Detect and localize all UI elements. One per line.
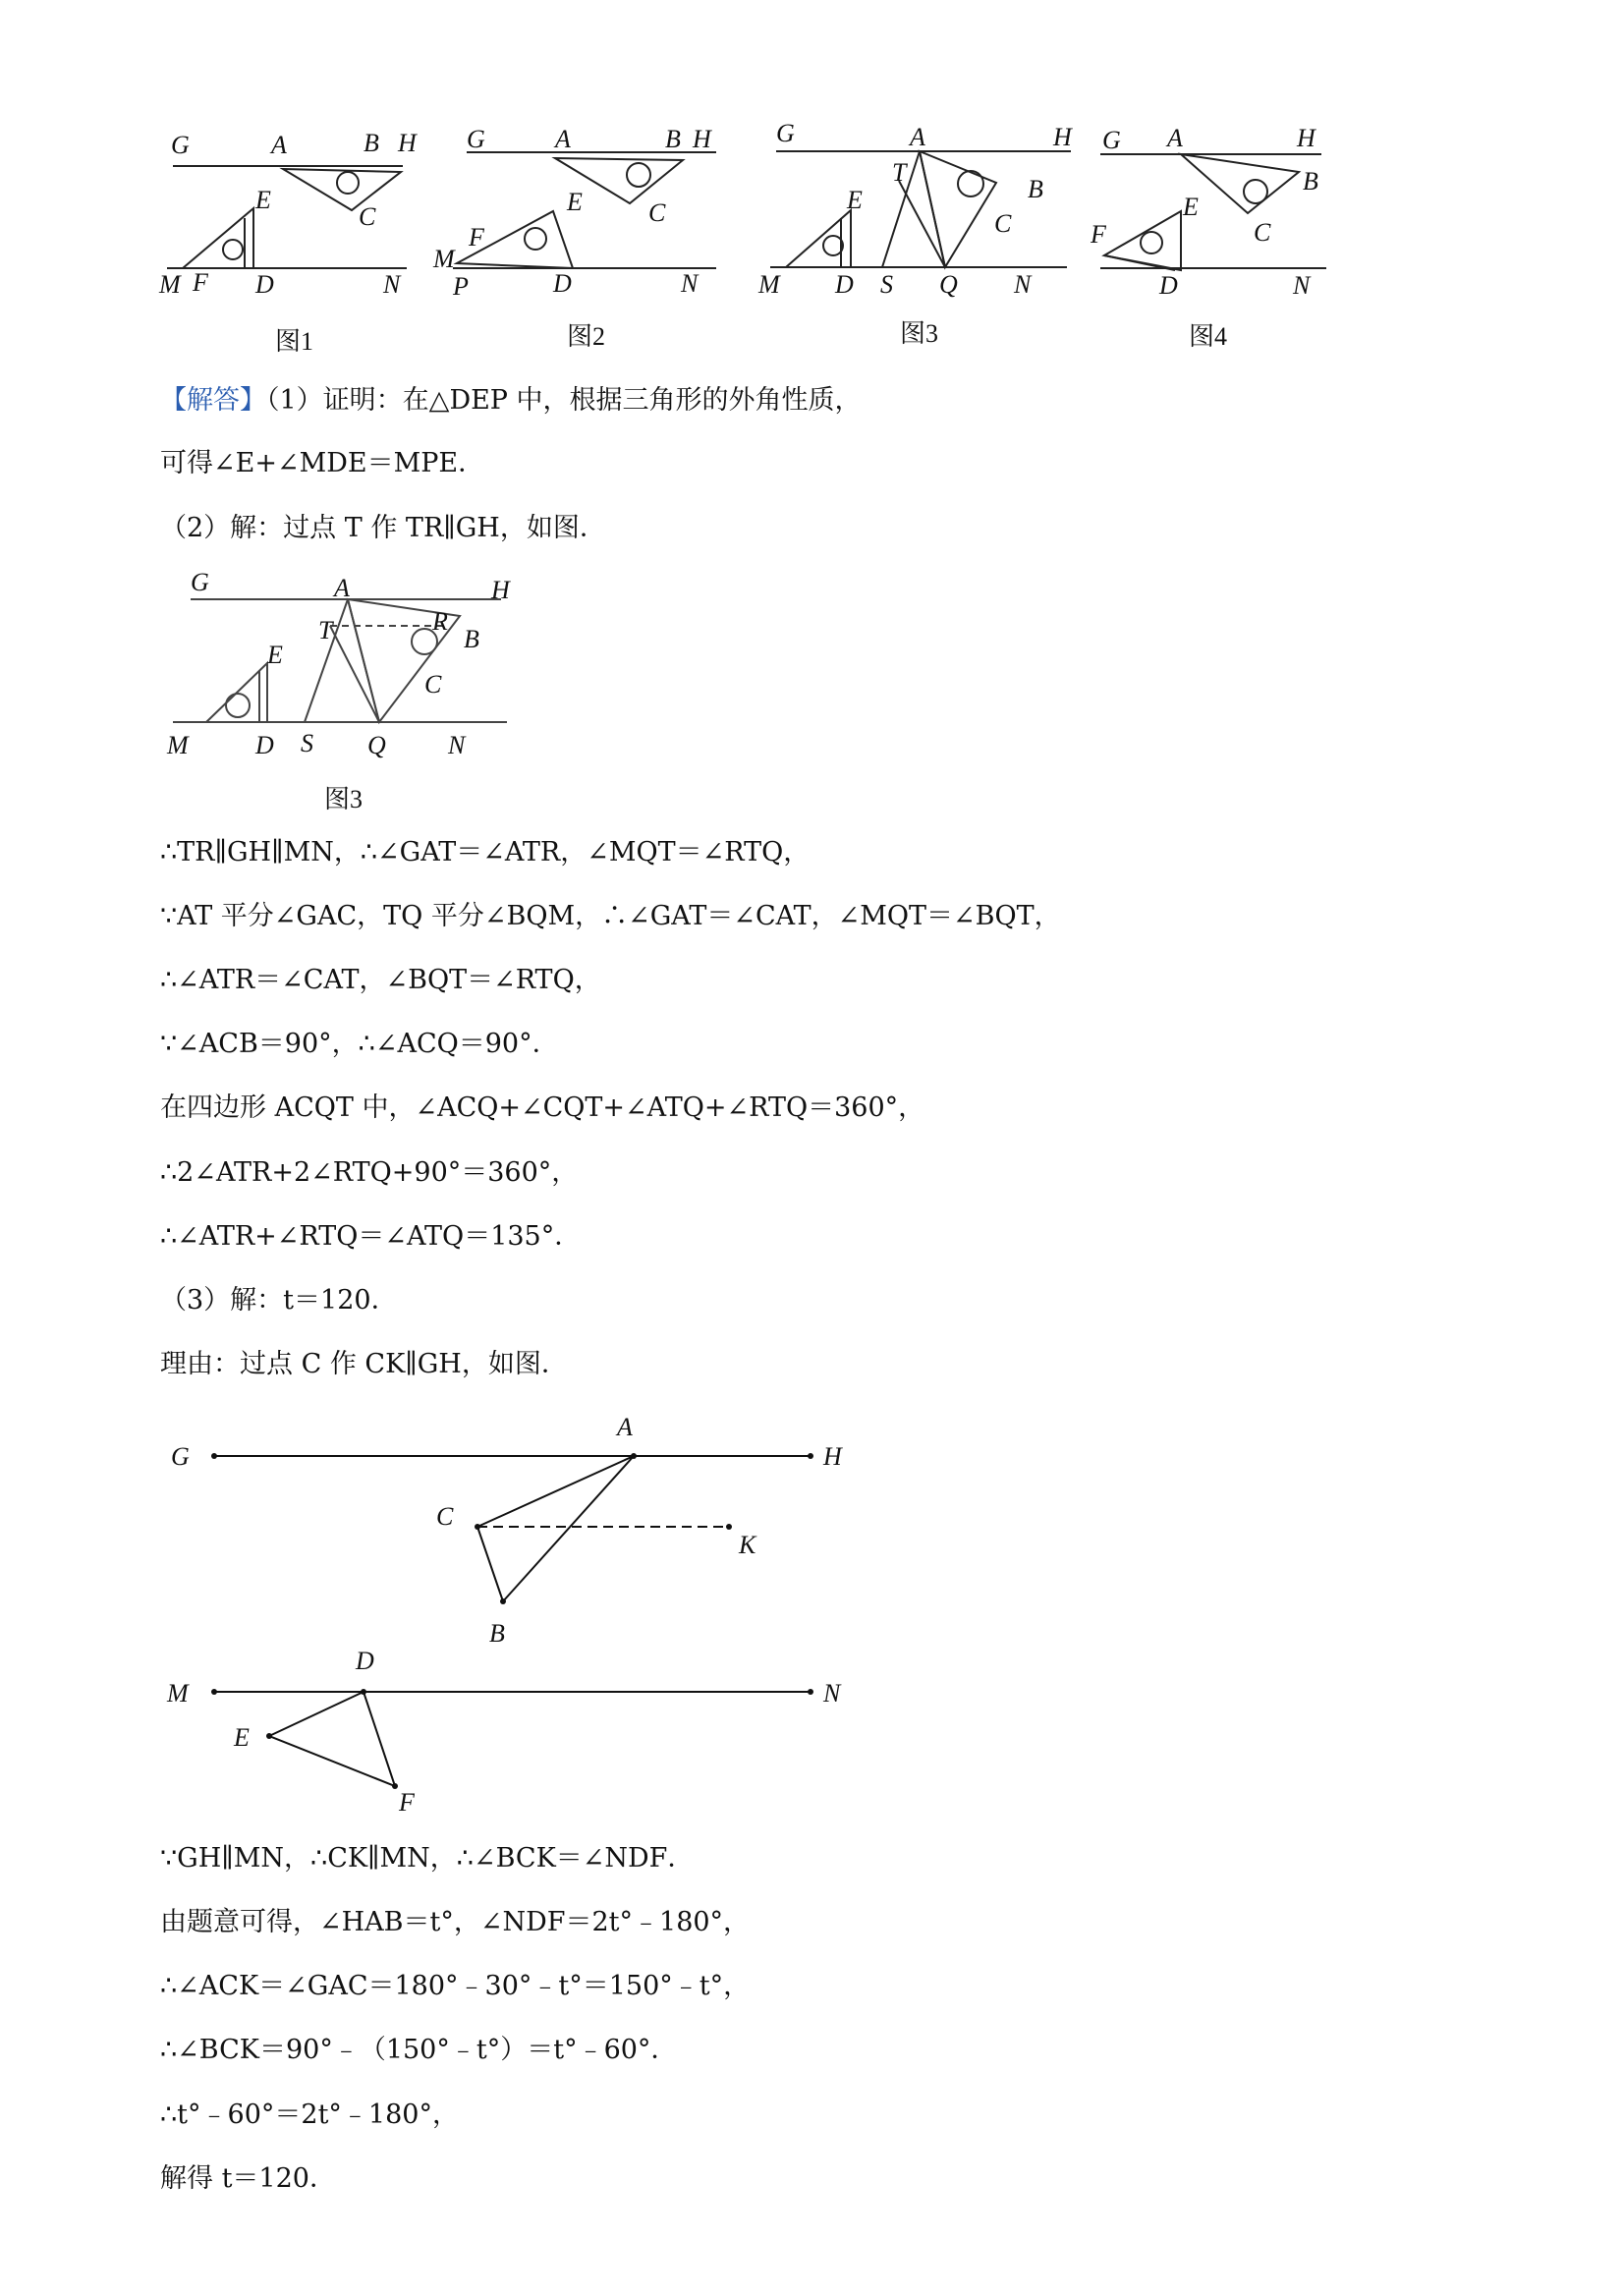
label-G: G <box>171 131 190 159</box>
label-H: H <box>1297 124 1315 152</box>
answer-line-3: （2）解：过点 T 作 TR∥GH，如图． <box>160 513 606 543</box>
label-C: C <box>994 209 1012 238</box>
label-E: E <box>1183 193 1199 221</box>
label-B: B <box>1028 175 1043 203</box>
caption-fig1: 图1 <box>275 327 314 356</box>
answer-line-2: 可得∠E+∠MDE＝MPE． <box>160 448 485 478</box>
label-Q: Q <box>939 270 958 299</box>
label-M: M <box>167 1679 189 1708</box>
answer-line-8: 在四边形 ACQT 中，∠ACQ+∠CQT+∠ATQ+∠RTQ＝360°， <box>160 1092 925 1123</box>
label-D: D <box>1159 271 1178 300</box>
answer-line-4: ∴TR∥GH∥MN，∴∠GAT＝∠ATR，∠MQT＝∠RTQ， <box>160 837 811 868</box>
label-D: D <box>356 1647 374 1675</box>
figure-4 <box>1091 123 1336 359</box>
label-G: G <box>467 125 485 153</box>
answer-line-14: 由题意可得，∠HAB＝t°，∠NDF＝2t°﹣180°， <box>160 1907 751 1937</box>
label-A: A <box>555 125 571 153</box>
label-G: G <box>191 568 209 596</box>
label-T: T <box>892 158 907 187</box>
label-B: B <box>364 129 379 157</box>
answer-line-16: ∴∠BCK＝90°﹣（150°﹣t°）＝t°﹣60°． <box>160 2035 678 2065</box>
caption-fig4: 图4 <box>1189 322 1228 351</box>
label-M: M <box>433 245 455 273</box>
label-H: H <box>823 1442 842 1471</box>
label-E: E <box>255 186 271 214</box>
label-B: B <box>665 125 681 153</box>
answer-line-12: 理由：过点 C 作 CK∥GH，如图． <box>160 1349 568 1379</box>
label-N: N <box>823 1679 841 1708</box>
label-S: S <box>880 270 893 299</box>
label-A: A <box>334 574 350 602</box>
figure-2 <box>427 123 722 359</box>
label-H: H <box>693 125 711 153</box>
caption-fig3-mid: 图3 <box>324 785 364 813</box>
label-F: F <box>1091 220 1106 249</box>
label-A: A <box>271 131 287 159</box>
label-A: A <box>1167 124 1183 152</box>
answer-tag: 【解答】 <box>160 385 266 416</box>
label-H: H <box>1053 123 1072 151</box>
label-D: D <box>255 270 274 299</box>
label-M: M <box>159 270 181 299</box>
label-A: A <box>910 123 925 151</box>
label-F: F <box>469 223 484 252</box>
figure-1 <box>157 128 422 364</box>
answer-line-10: ∴∠ATR+∠RTQ＝∠ATQ＝135°． <box>160 1221 582 1252</box>
label-S: S <box>301 729 313 757</box>
answer-line-6: ∴∠ATR＝∠CAT，∠BQT＝∠RTQ， <box>160 965 601 995</box>
label-Q: Q <box>367 731 386 759</box>
label-A: A <box>617 1413 633 1441</box>
label-E: E <box>567 188 583 216</box>
label-D: D <box>255 731 274 759</box>
label-N: N <box>383 270 401 299</box>
answer-line-18: 解得 t＝120． <box>160 2163 336 2194</box>
label-P: P <box>453 272 469 301</box>
label-D: D <box>835 270 854 299</box>
label-T: T <box>318 616 333 644</box>
label-B: B <box>464 625 479 653</box>
answer-line-1 <box>160 381 862 420</box>
label-M: M <box>167 731 189 759</box>
answer-text-1: （1）证明：在△DEP 中，根据三角形的外角性质， <box>266 385 862 416</box>
label-C: C <box>648 198 666 227</box>
label-N: N <box>1014 270 1032 299</box>
label-N: N <box>448 731 466 759</box>
label-E: E <box>847 186 863 214</box>
answer-line-5: ∵AT 平分∠GAC，TQ 平分∠BQM，∴∠GAT＝∠CAT，∠MQT＝∠BQT， <box>160 901 1061 931</box>
label-D: D <box>553 269 572 298</box>
answer-line-13: ∵GH∥MN，∴CK∥MN，∴∠BCK＝∠NDF． <box>160 1843 695 1874</box>
figure-part3 <box>157 1400 865 1822</box>
label-G: G <box>776 119 795 147</box>
caption-fig2: 图2 <box>567 322 606 351</box>
label-N: N <box>681 269 699 298</box>
label-E: E <box>267 641 283 669</box>
label-C: C <box>1254 218 1271 247</box>
answer-line-9: ∴2∠ATR+2∠RTQ+90°＝360°， <box>160 1157 579 1188</box>
answer-line-7: ∵∠ACB＝90°，∴∠ACQ＝90°． <box>160 1029 559 1059</box>
label-R: R <box>432 607 448 636</box>
answer-line-15: ∴∠ACK＝∠GAC＝180°﹣30°﹣t°＝150°﹣t°， <box>160 1971 751 2001</box>
label-N: N <box>1293 271 1311 300</box>
caption-fig3: 图3 <box>900 319 939 348</box>
label-C: C <box>424 670 442 699</box>
answer-line-11: （3）解：t＝120． <box>160 1285 398 1316</box>
label-H: H <box>491 576 510 604</box>
label-C: C <box>359 202 376 231</box>
answer-line-17: ∴t°﹣60°＝2t°﹣180°， <box>160 2100 459 2130</box>
label-K: K <box>739 1531 756 1559</box>
label-B: B <box>1303 167 1318 196</box>
label-C: C <box>436 1502 454 1531</box>
label-G: G <box>1102 126 1121 154</box>
label-F: F <box>399 1788 415 1817</box>
label-H: H <box>398 129 417 157</box>
label-E: E <box>234 1723 250 1752</box>
label-M: M <box>758 270 780 299</box>
label-B: B <box>489 1619 505 1648</box>
figure-3-construction <box>157 565 531 820</box>
label-G: G <box>171 1442 190 1471</box>
figure-3 <box>756 118 1091 354</box>
label-F: F <box>193 268 208 297</box>
